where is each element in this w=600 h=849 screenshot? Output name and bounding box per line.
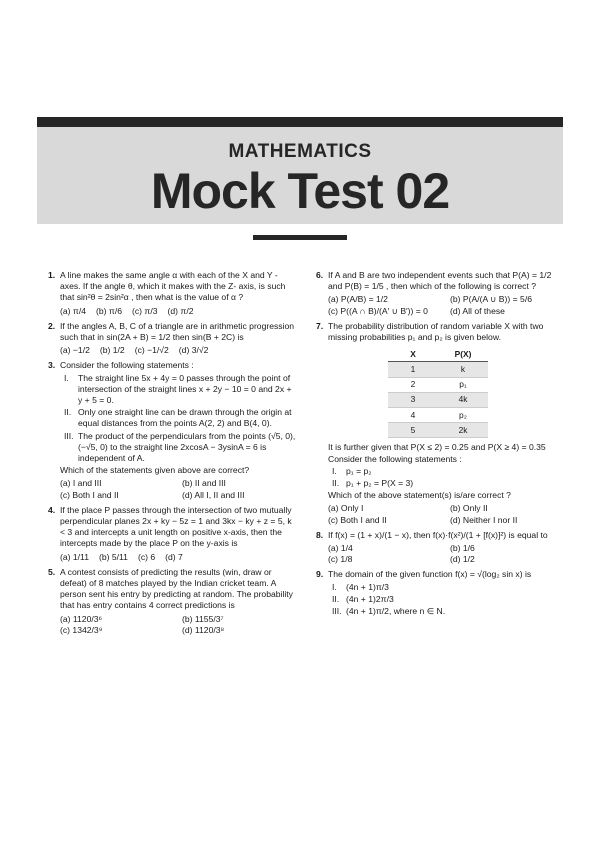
option-d: (d) 3/√2: [178, 345, 209, 356]
question-number: 4.: [48, 504, 56, 515]
statement-1: [60, 373, 298, 407]
option-c: (c) Both I and II: [60, 489, 119, 500]
banner-top-bar: [37, 117, 563, 127]
statement-text: The product of the perpendiculars from the points (√5, 0), (−√5, 0) to the straight line 2xcosA − 3ysinA = 6 is independent of A.: [78, 430, 296, 464]
question-7: [316, 321, 566, 526]
question-number: 5.: [48, 566, 56, 577]
table-cell: 4k: [438, 392, 488, 407]
option-a: (a) −1/2: [60, 345, 90, 356]
question-number: 8.: [316, 529, 324, 540]
column-header-px: P(X): [438, 347, 488, 362]
statement-2: [328, 594, 566, 605]
left-column: [48, 270, 298, 640]
option-c: (c) π/3: [132, 305, 158, 316]
statement-3: [328, 606, 566, 617]
statement-label: I.: [332, 465, 337, 476]
title-underline: [253, 235, 347, 240]
option-d: (d) 7: [165, 551, 183, 562]
question-text: If f(x) = (1 + x)/(1 − x), then f(x)·f(x²)/(1 + [f(x)]²) is equal to: [328, 529, 548, 540]
question-prompt: Which of the statements given above are correct?: [60, 465, 250, 476]
question-text: A line makes the same angle α with each of the X and Y - axes. If the angle θ, which it makes with the Z- axis, is such that sin²θ = 2sin²α , then what is the value of α ?: [60, 270, 286, 303]
question-number: 9.: [316, 569, 324, 580]
option-b: (b) P(A/(A ∪ B)) = 5/6: [450, 294, 532, 305]
table-cell: p₂: [438, 408, 488, 423]
table-cell: 4: [388, 408, 438, 423]
table-cell: p₁: [438, 377, 488, 392]
statement-text: (4n + 1)π/2, where n ∈ N.: [346, 606, 446, 617]
page-title: Mock Test 02: [150, 163, 450, 219]
statement-text: The straight line 5x + 4y = 0 passes through the point of intersection of the straight lines x + 2y − 10 = 0 and 2x + y + 5 = 0.: [78, 372, 292, 406]
statement-text: (4n + 1)π/3: [346, 581, 389, 592]
table-header-row: [388, 347, 488, 362]
question-text: The domain of the given function f(x) = √(log₂ sin x) is: [328, 569, 532, 580]
table-cell: k: [438, 362, 488, 377]
question-number: 6.: [316, 270, 324, 280]
options: [60, 552, 298, 563]
option-b: (b) π/6: [96, 305, 122, 316]
table-row: [388, 392, 488, 407]
statement-1: [328, 466, 566, 477]
option-b: (b) 1155/3⁷: [182, 613, 224, 624]
table-cell: 1: [388, 362, 438, 377]
table-cell: 5: [388, 423, 438, 438]
options: [60, 614, 298, 636]
options: [328, 543, 566, 565]
statement-label: III.: [64, 430, 74, 441]
option-b: (b) II and III: [182, 478, 226, 489]
question-prompt: Consider the following statements :: [328, 453, 462, 464]
option-a: (a) I and III: [60, 478, 102, 489]
option-a: (a) 1120/3⁶: [60, 613, 103, 624]
question-text: A contest consists of predicting the results (win, draw or defeat) of 8 matches played by the Indian cricket team. A person sent his entry by predicting at random. The probability that has entry contains 4 correct predictions is: [60, 566, 293, 611]
statement-2: [328, 478, 566, 489]
table-cell: 3: [388, 392, 438, 407]
question-prompt: Which of the above statement(s) is/are correct ?: [328, 490, 511, 501]
question-text: Consider the following statements :: [60, 360, 194, 371]
option-a: (a) P(A/B) = 1/2: [328, 294, 388, 305]
question-text: If the angles A, B, C of a triangle are in arithmetic progression such that in sin(2A + B) = 1/2 then sin(B + 2C) is: [60, 320, 295, 343]
option-b: (b) Only II: [450, 503, 488, 514]
statement-label: III.: [332, 606, 342, 617]
statement-label: I.: [64, 372, 69, 383]
statement-label: II.: [332, 478, 340, 489]
option-a: (a) Only I: [328, 503, 364, 514]
option-a: (a) π/4: [60, 305, 86, 316]
option-d: (d) π/2: [167, 305, 194, 316]
options: [60, 478, 298, 500]
option-d: (d) 1/2: [450, 554, 475, 565]
right-column: [316, 270, 566, 621]
question-9: [316, 569, 566, 617]
column-header-x: X: [388, 347, 438, 362]
question-text: If the place P passes through the intersection of two mutually perpendicular planes 2x + ky − 5z = 1 and 3kx − ky + z = 5, k < 3 and intercepts a unit length on positive x-axis, then the intercepts made by the place P on the y-axis is: [60, 504, 292, 549]
option-b: (b) 1/2: [99, 345, 125, 356]
table-row: [388, 423, 488, 438]
question-8: [316, 530, 566, 566]
question-3: [48, 360, 298, 500]
options: [60, 345, 298, 356]
option-b: (b) 1/6: [450, 543, 475, 554]
statement-2: [60, 407, 298, 429]
option-c: (c) Both I and II: [328, 514, 387, 525]
question-number: 1.: [48, 270, 56, 280]
question-6: [316, 270, 566, 317]
question-1: [48, 270, 298, 317]
statement-1: [328, 582, 566, 593]
probability-table: [388, 347, 488, 438]
table-cell: 2k: [438, 423, 488, 438]
question-text: The probability distribution of random variable X with two missing probabilities p₁ and p₂ is given below.: [328, 320, 544, 343]
option-c: (c) 1/8: [328, 554, 353, 565]
option-d: (d) 1120/3⁸: [182, 624, 225, 635]
options: [60, 306, 298, 317]
question-4: [48, 505, 298, 563]
option-b: (b) 5/11: [98, 551, 128, 562]
option-d: (d) Neither I nor II: [450, 514, 518, 525]
table-row: [388, 377, 488, 392]
title-banner: [37, 127, 563, 224]
question-5: [48, 567, 298, 636]
question-number: 7.: [316, 320, 324, 331]
question-text: If A and B are two independent events such that P(A) = 1/2 and P(B) = 1/5 , then which of the following is correct ?: [328, 270, 552, 292]
statement-text: p₁ + p₂ = P(X = 3): [346, 478, 414, 489]
option-d: (d) All of these: [450, 305, 505, 316]
table-row: [388, 362, 488, 377]
options: [328, 503, 566, 525]
question-number: 3.: [48, 360, 56, 371]
option-a: (a) 1/11: [60, 551, 89, 562]
statement-text: p₁ = p₂: [346, 465, 372, 476]
table-row: [388, 408, 488, 423]
option-c: (c) 6: [137, 551, 156, 562]
option-c: (c) P((A ∩ B)/(A′ ∪ B′)) = 0: [328, 305, 428, 316]
statement-label: I.: [332, 581, 337, 592]
statement-text: Only one straight line can be drawn through the origin at equal distances from the points A(2, 2) and B(4, 0).: [78, 407, 292, 429]
statement-label: II.: [332, 593, 340, 604]
options: [328, 294, 566, 316]
subject-heading: MATHEMATICS: [228, 141, 372, 162]
statement-text: (4n + 1)2π/3: [346, 593, 394, 604]
option-a: (a) 1/4: [328, 543, 353, 554]
option-d: (d) All I, II and III: [182, 489, 245, 500]
question-2: [48, 321, 298, 357]
statement-label: II.: [64, 407, 72, 418]
table-cell: 2: [388, 377, 438, 392]
question-condition: It is further given that P(X ≤ 2) = 0.25 and P(X ≥ 4) = 0.35: [328, 442, 546, 453]
option-c: (c) 1342/3⁹: [60, 624, 103, 635]
statement-3: [60, 431, 298, 465]
option-c: (c) −1/√2: [134, 345, 169, 356]
question-number: 2.: [48, 320, 56, 331]
